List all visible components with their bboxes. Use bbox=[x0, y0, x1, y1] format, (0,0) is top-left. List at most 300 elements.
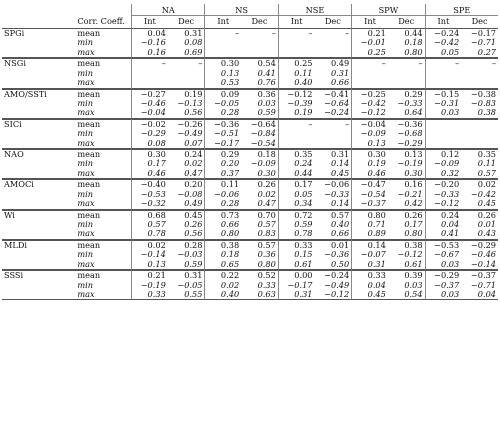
value-cell bbox=[315, 129, 352, 138]
value-cell: 0.38 bbox=[204, 240, 241, 250]
stat-label: min bbox=[77, 128, 94, 139]
value-cell: – bbox=[461, 58, 498, 68]
value-cell: 0.49 bbox=[168, 199, 205, 209]
value-cell: −0.17 bbox=[461, 28, 498, 38]
value-cell: 0.09 bbox=[204, 89, 241, 99]
value-cell bbox=[278, 139, 315, 149]
value-cell: 0.52 bbox=[241, 270, 278, 280]
value-cell bbox=[315, 139, 352, 149]
table-row bbox=[2, 260, 498, 270]
row-name: SPGi bbox=[2, 28, 75, 38]
value-cell: 0.65 bbox=[204, 260, 241, 270]
value-cell: −0.27 bbox=[131, 89, 168, 99]
stat-label: mean bbox=[75, 58, 131, 68]
value-cell bbox=[461, 69, 498, 78]
table-row bbox=[2, 169, 498, 179]
value-cell: 0.14 bbox=[315, 199, 352, 209]
stat-label: max bbox=[75, 169, 131, 179]
value-cell: 0.64 bbox=[388, 108, 425, 118]
value-cell: −0.54 bbox=[351, 190, 388, 199]
value-cell bbox=[168, 69, 205, 78]
col-int: Int bbox=[278, 16, 315, 28]
value-cell: −0.17 bbox=[278, 281, 315, 290]
value-cell: 0.24 bbox=[278, 159, 315, 168]
value-cell: 0.03 bbox=[404, 279, 423, 290]
value-cell: −0.36 bbox=[388, 119, 425, 129]
value-cell: −0.39 bbox=[278, 99, 315, 108]
value-cell: −0.12 bbox=[397, 249, 423, 260]
col-int: Int bbox=[131, 16, 168, 28]
col-dec: Dec bbox=[324, 16, 341, 27]
value-cell bbox=[131, 78, 168, 88]
value-cell: 0.63 bbox=[241, 290, 278, 300]
col-dec: Dec bbox=[398, 16, 415, 27]
corr-coeff-label: Corr. Coeff. bbox=[77, 16, 125, 27]
value-cell: 0.45 bbox=[168, 210, 205, 220]
stat-label: max bbox=[75, 108, 131, 118]
value-cell bbox=[351, 69, 388, 78]
value-cell: −0.20 bbox=[425, 179, 462, 189]
value-cell: 0.31 bbox=[330, 67, 350, 78]
value-cell bbox=[388, 78, 425, 88]
value-cell: 0.15 bbox=[278, 250, 315, 259]
value-cell bbox=[278, 129, 315, 138]
value-cell: −0.05 bbox=[204, 99, 241, 108]
value-cell: 0.56 bbox=[168, 108, 205, 118]
value-cell: 0.30 bbox=[131, 149, 168, 159]
value-cell: 0.13 bbox=[131, 260, 168, 270]
value-cell: −0.19 bbox=[397, 158, 423, 169]
stat-label: max bbox=[75, 229, 131, 239]
value-cell: 0.66 bbox=[315, 229, 352, 239]
stat-label: max bbox=[75, 199, 131, 209]
value-cell bbox=[241, 48, 278, 58]
value-cell: 0.26 bbox=[184, 219, 203, 230]
value-cell: −0.14 bbox=[461, 260, 498, 270]
value-cell: 0.28 bbox=[204, 108, 241, 118]
value-cell: 0.04 bbox=[461, 290, 498, 300]
region-header-nse: NSE bbox=[278, 4, 351, 16]
value-cell: 0.42 bbox=[388, 199, 425, 209]
value-cell: −0.12 bbox=[315, 290, 352, 300]
value-cell: 0.56 bbox=[168, 229, 205, 239]
value-cell: −0.37 bbox=[351, 199, 388, 209]
value-cell: 0.11 bbox=[204, 179, 241, 189]
value-cell: 0.03 bbox=[425, 108, 462, 118]
value-cell: −0.12 bbox=[278, 89, 315, 99]
row-name: NSGi bbox=[2, 58, 75, 68]
value-cell: 0.26 bbox=[388, 210, 425, 220]
value-cell: 0.61 bbox=[388, 260, 425, 270]
table-row bbox=[2, 139, 498, 149]
value-cell: 0.35 bbox=[461, 149, 498, 159]
value-cell: −0.29 bbox=[461, 240, 498, 250]
row-name bbox=[2, 250, 75, 259]
value-cell: 0.02 bbox=[204, 281, 241, 290]
value-cell: −0.09 bbox=[425, 159, 462, 168]
value-cell: 0.29 bbox=[204, 149, 241, 159]
value-cell: −0.01 bbox=[351, 38, 388, 47]
value-cell: 0.18 bbox=[241, 149, 278, 159]
stat-label: max bbox=[75, 48, 131, 58]
value-cell: −0.06 bbox=[204, 190, 241, 199]
value-cell: 0.18 bbox=[404, 37, 423, 48]
stat-label: mean bbox=[75, 179, 131, 189]
value-cell: −0.03 bbox=[177, 249, 203, 260]
value-cell: −0.49 bbox=[324, 279, 350, 290]
value-cell: 0.80 bbox=[241, 260, 278, 270]
value-cell: −0.42 bbox=[351, 99, 388, 108]
value-cell: 0.14 bbox=[351, 240, 388, 250]
value-cell: – bbox=[168, 58, 205, 68]
value-cell: −0.12 bbox=[425, 199, 462, 209]
value-cell: 0.59 bbox=[241, 108, 278, 118]
value-cell: −0.32 bbox=[131, 199, 168, 209]
value-cell: 0.40 bbox=[330, 219, 350, 230]
value-cell: 0.49 bbox=[315, 58, 352, 68]
value-cell: −0.38 bbox=[461, 89, 498, 99]
value-cell: −0.40 bbox=[131, 179, 168, 189]
col-dec: Dec bbox=[178, 16, 195, 27]
value-cell: 0.36 bbox=[257, 249, 276, 260]
region-header-na: NA bbox=[131, 4, 204, 16]
value-cell: 0.46 bbox=[131, 169, 168, 179]
value-cell: 0.18 bbox=[204, 250, 241, 259]
value-cell bbox=[131, 69, 168, 78]
value-cell: 0.13 bbox=[351, 139, 388, 149]
row-name bbox=[2, 169, 75, 179]
value-cell: 0.31 bbox=[278, 290, 315, 300]
value-cell: −0.46 bbox=[470, 249, 496, 260]
value-cell: −0.24 bbox=[315, 108, 352, 118]
value-cell: −0.68 bbox=[397, 128, 423, 139]
table-row bbox=[2, 108, 498, 118]
value-cell: 0.04 bbox=[351, 281, 388, 290]
table-row bbox=[2, 48, 498, 58]
value-cell: 0.03 bbox=[425, 290, 462, 300]
value-cell: 0.33 bbox=[351, 270, 388, 280]
region-header-row bbox=[2, 4, 498, 16]
value-cell: 0.17 bbox=[404, 219, 423, 230]
stat-label: mean bbox=[75, 210, 131, 220]
value-cell: 0.02 bbox=[461, 179, 498, 189]
value-cell: −0.29 bbox=[131, 129, 168, 138]
value-cell: −0.05 bbox=[177, 279, 203, 290]
row-name bbox=[2, 199, 75, 209]
stat-label: max bbox=[75, 139, 131, 149]
row-name: MLDi bbox=[2, 240, 75, 250]
value-cell: −0.54 bbox=[241, 139, 278, 149]
value-cell: 0.70 bbox=[241, 210, 278, 220]
stat-label: max bbox=[75, 78, 131, 88]
row-name: AMO/SSTi bbox=[2, 89, 75, 99]
value-cell: 0.17 bbox=[278, 179, 315, 189]
value-cell: −0.83 bbox=[470, 97, 496, 108]
row-name bbox=[2, 38, 75, 47]
row-name: SSSi bbox=[2, 270, 75, 280]
value-cell: 0.31 bbox=[168, 28, 205, 38]
row-name bbox=[2, 78, 75, 88]
value-cell: 0.02 bbox=[184, 158, 203, 169]
value-cell: 0.13 bbox=[388, 149, 425, 159]
table-row bbox=[2, 270, 498, 280]
value-cell: −0.71 bbox=[470, 37, 496, 48]
row-name: NAO bbox=[2, 149, 75, 159]
stat-label: min bbox=[77, 97, 94, 108]
value-cell: 0.38 bbox=[388, 240, 425, 250]
value-cell: 0.29 bbox=[388, 89, 425, 99]
row-name bbox=[2, 290, 75, 300]
value-cell: 0.38 bbox=[461, 108, 498, 118]
value-cell: 0.40 bbox=[278, 78, 315, 88]
value-cell: 0.36 bbox=[241, 89, 278, 99]
value-cell: −0.53 bbox=[425, 240, 462, 250]
value-cell: 0.02 bbox=[257, 188, 276, 199]
value-cell: – bbox=[351, 58, 388, 68]
value-cell: −0.19 bbox=[131, 281, 168, 290]
value-cell: 0.66 bbox=[204, 220, 241, 229]
stat-label: max bbox=[75, 290, 131, 300]
value-cell: 0.31 bbox=[315, 149, 352, 159]
value-cell: −0.07 bbox=[351, 250, 388, 259]
col-dec: Dec bbox=[251, 16, 268, 27]
value-cell: −0.09 bbox=[351, 129, 388, 138]
value-cell: 0.61 bbox=[278, 260, 315, 270]
value-cell: 0.03 bbox=[425, 260, 462, 270]
stat-label: mean bbox=[75, 89, 131, 99]
value-cell: 0.25 bbox=[351, 48, 388, 58]
value-cell: 0.57 bbox=[257, 219, 276, 230]
region-header-ns: NS bbox=[204, 4, 277, 16]
table-row bbox=[2, 199, 498, 209]
stat-label: max bbox=[75, 260, 131, 270]
value-cell: 0.43 bbox=[461, 229, 498, 239]
region-header-spe: SPE bbox=[425, 4, 498, 16]
value-cell: −0.17 bbox=[204, 139, 241, 149]
value-cell: 0.57 bbox=[461, 169, 498, 179]
value-cell: 0.13 bbox=[204, 69, 241, 78]
value-cell: 0.28 bbox=[168, 240, 205, 250]
row-name bbox=[2, 108, 75, 118]
value-cell bbox=[204, 38, 241, 47]
value-cell: 0.41 bbox=[425, 229, 462, 239]
value-cell bbox=[278, 38, 315, 47]
value-cell: −0.47 bbox=[351, 179, 388, 189]
value-cell: 0.11 bbox=[477, 158, 496, 169]
value-cell: 0.46 bbox=[351, 169, 388, 179]
value-cell: −0.26 bbox=[168, 119, 205, 129]
value-cell: 0.76 bbox=[241, 78, 278, 88]
value-cell: 0.11 bbox=[278, 69, 315, 78]
value-cell: 0.53 bbox=[204, 78, 241, 88]
value-cell: −0.29 bbox=[425, 270, 462, 280]
stat-label: mean bbox=[75, 119, 131, 129]
value-cell bbox=[388, 69, 425, 78]
value-cell bbox=[461, 119, 498, 129]
value-cell: 0.80 bbox=[388, 48, 425, 58]
stat-label: mean bbox=[75, 240, 131, 250]
value-cell: 0.31 bbox=[351, 260, 388, 270]
value-cell: 0.19 bbox=[168, 89, 205, 99]
row-name bbox=[2, 69, 75, 78]
value-cell: 0.54 bbox=[241, 58, 278, 68]
value-cell: −0.13 bbox=[177, 97, 203, 108]
value-cell: 0.80 bbox=[351, 210, 388, 220]
value-cell: 0.25 bbox=[278, 58, 315, 68]
table-body bbox=[2, 28, 498, 300]
value-cell: – bbox=[388, 58, 425, 68]
value-cell: 0.44 bbox=[278, 169, 315, 179]
col-dec: Dec bbox=[471, 16, 488, 27]
value-cell: 0.39 bbox=[388, 270, 425, 280]
col-int: Int bbox=[425, 16, 462, 28]
value-cell: −0.33 bbox=[324, 188, 350, 199]
stat-label: min bbox=[77, 249, 94, 260]
value-cell: −0.24 bbox=[425, 28, 462, 38]
value-cell: −0.14 bbox=[131, 250, 168, 259]
value-cell bbox=[461, 78, 498, 88]
value-cell: −0.42 bbox=[470, 188, 496, 199]
value-cell: 0.69 bbox=[168, 48, 205, 58]
value-cell: 0.05 bbox=[278, 190, 315, 199]
value-cell bbox=[425, 69, 462, 78]
value-cell: 0.20 bbox=[204, 159, 241, 168]
value-cell: 0.35 bbox=[278, 149, 315, 159]
row-name bbox=[2, 260, 75, 270]
stat-label: min bbox=[77, 158, 94, 169]
table-row bbox=[2, 78, 498, 88]
value-cell: – bbox=[131, 58, 168, 68]
value-cell: 0.21 bbox=[351, 28, 388, 38]
value-cell: −0.31 bbox=[425, 99, 462, 108]
row-name: SICi bbox=[2, 119, 75, 129]
table-row bbox=[2, 229, 498, 239]
value-cell: 0.50 bbox=[315, 260, 352, 270]
value-cell bbox=[461, 129, 498, 138]
value-cell: 0.37 bbox=[204, 169, 241, 179]
value-cell: 0.19 bbox=[278, 108, 315, 118]
value-cell: 0.12 bbox=[425, 149, 462, 159]
value-cell: −0.41 bbox=[315, 89, 352, 99]
value-cell: 0.73 bbox=[204, 210, 241, 220]
value-cell: 0.04 bbox=[131, 28, 168, 38]
value-cell: −0.64 bbox=[241, 119, 278, 129]
value-cell: 0.45 bbox=[461, 199, 498, 209]
value-cell bbox=[241, 38, 278, 47]
value-cell: 0.80 bbox=[388, 229, 425, 239]
row-name: AMOCi bbox=[2, 179, 75, 189]
value-cell: −0.16 bbox=[131, 38, 168, 47]
value-cell: −0.42 bbox=[425, 38, 462, 47]
value-cell: 0.78 bbox=[131, 229, 168, 239]
value-cell: 0.16 bbox=[131, 48, 168, 58]
value-cell bbox=[168, 78, 205, 88]
value-cell: 0.26 bbox=[241, 179, 278, 189]
value-cell: 0.59 bbox=[168, 260, 205, 270]
value-cell: 0.00 bbox=[278, 270, 315, 280]
value-cell: −0.51 bbox=[204, 129, 241, 138]
value-cell bbox=[315, 38, 352, 47]
value-cell: 0.17 bbox=[131, 159, 168, 168]
value-cell: 0.28 bbox=[204, 199, 241, 209]
region-header-spw: SPW bbox=[351, 4, 424, 16]
value-cell: – bbox=[425, 58, 462, 68]
value-cell: 0.44 bbox=[388, 28, 425, 38]
value-cell bbox=[461, 139, 498, 149]
stat-label: mean bbox=[75, 28, 131, 38]
value-cell: −0.29 bbox=[388, 139, 425, 149]
value-cell: −0.36 bbox=[204, 119, 241, 129]
value-cell: 0.47 bbox=[168, 169, 205, 179]
stat-label: mean bbox=[75, 270, 131, 280]
value-cell: 0.33 bbox=[278, 240, 315, 250]
value-cell: 0.24 bbox=[425, 210, 462, 220]
value-cell: 0.16 bbox=[388, 179, 425, 189]
row-name bbox=[2, 139, 75, 149]
value-cell: −0.67 bbox=[425, 250, 462, 259]
value-cell: 0.41 bbox=[257, 67, 276, 78]
value-cell: −0.25 bbox=[351, 89, 388, 99]
value-cell: 0.30 bbox=[351, 149, 388, 159]
value-cell: 0.57 bbox=[131, 220, 168, 229]
value-cell: −0.15 bbox=[425, 89, 462, 99]
value-cell: – bbox=[315, 28, 352, 38]
row-name bbox=[2, 129, 75, 138]
value-cell bbox=[315, 48, 352, 58]
value-cell: −0.08 bbox=[177, 188, 203, 199]
value-cell: 0.08 bbox=[184, 37, 203, 48]
value-cell: – bbox=[241, 28, 278, 38]
value-cell bbox=[204, 48, 241, 58]
value-cell: −0.04 bbox=[131, 108, 168, 118]
value-cell: 0.30 bbox=[388, 169, 425, 179]
value-cell: −0.33 bbox=[397, 97, 423, 108]
value-cell: −0.37 bbox=[461, 270, 498, 280]
value-cell: 0.01 bbox=[477, 219, 496, 230]
row-name bbox=[2, 281, 75, 290]
row-name bbox=[2, 190, 75, 199]
stat-label: min bbox=[77, 37, 94, 48]
value-cell: 0.19 bbox=[351, 159, 388, 168]
value-cell: 0.26 bbox=[461, 210, 498, 220]
value-cell: 0.21 bbox=[131, 270, 168, 280]
value-cell: 0.59 bbox=[278, 220, 315, 229]
value-cell: 0.45 bbox=[351, 290, 388, 300]
stat-label: mean bbox=[75, 149, 131, 159]
value-cell: 0.57 bbox=[241, 240, 278, 250]
col-int: Int bbox=[204, 16, 241, 28]
value-cell: 0.33 bbox=[131, 290, 168, 300]
value-cell: 0.89 bbox=[351, 229, 388, 239]
value-cell: 0.22 bbox=[204, 270, 241, 280]
value-cell: −0.04 bbox=[351, 119, 388, 129]
value-cell: 0.08 bbox=[131, 139, 168, 149]
value-cell: −0.09 bbox=[250, 158, 276, 169]
value-cell bbox=[425, 139, 462, 149]
value-cell: 0.55 bbox=[168, 290, 205, 300]
value-cell: 0.20 bbox=[168, 179, 205, 189]
value-cell: 0.34 bbox=[278, 199, 315, 209]
value-cell: 0.72 bbox=[278, 210, 315, 220]
value-cell: 0.40 bbox=[204, 290, 241, 300]
value-cell: −0.53 bbox=[131, 190, 168, 199]
value-cell: 0.30 bbox=[241, 169, 278, 179]
row-name bbox=[2, 48, 75, 58]
row-name bbox=[2, 159, 75, 168]
value-cell: 0.30 bbox=[204, 58, 241, 68]
value-cell: 0.03 bbox=[257, 97, 276, 108]
value-cell: 0.71 bbox=[351, 220, 388, 229]
